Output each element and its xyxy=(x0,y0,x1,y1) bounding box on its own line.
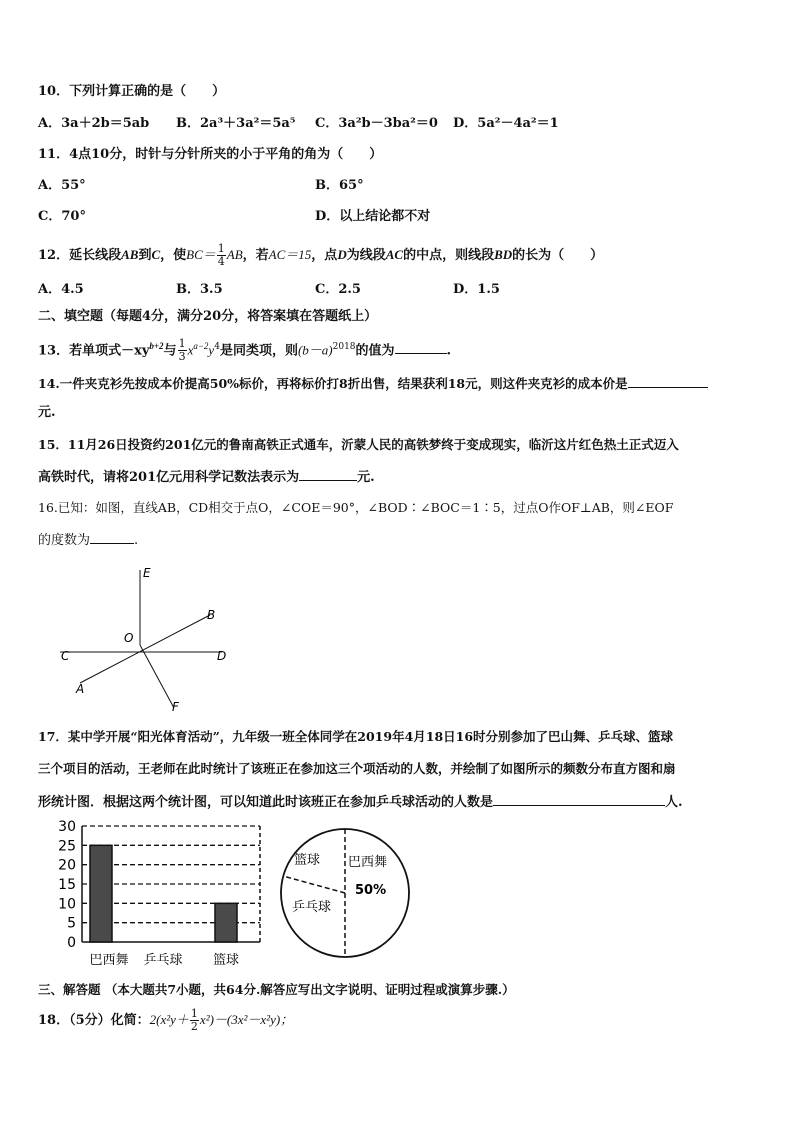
pie-label-dance: 巴西舞 xyxy=(348,855,388,870)
y-tick-label: 10 xyxy=(58,896,76,913)
category-label: 篮球 xyxy=(212,953,240,968)
section-3-heading: 三、解答题 （本大题共7小题，共64分.解答应写出文字说明、证明过程或演算步骤.） xyxy=(38,982,515,997)
q17-line-3: 形统计图．根据这两个统计图，可以知道此时该班正在参加乒乓球活动的人数是 人. xyxy=(38,795,683,810)
pie-label-basketball: 篮球 xyxy=(294,853,321,868)
y-tick-label: 0 xyxy=(67,935,76,951)
q10-option-d: D．5a²－4a²＝1 xyxy=(453,116,559,131)
q11-option-b: B．65° xyxy=(315,178,364,193)
bar-0 xyxy=(90,845,112,942)
q17-line-1: 17．某中学开展“阳光体育活动”，九年级一班全体同学在2019年4月18日16时分别参加了巴山舞、乒乓球、篮球 xyxy=(38,729,674,744)
label-c: C xyxy=(61,649,70,663)
q17-pie-chart xyxy=(270,818,420,968)
y-tick-label: 15 xyxy=(58,877,76,893)
pie-annotation-percent: 50% xyxy=(355,883,387,898)
q12-option-a: A．4.5 xyxy=(38,282,84,297)
category-label: 乒乓球 xyxy=(143,953,183,968)
q14-line-2: 元. xyxy=(38,405,56,420)
label-e: E xyxy=(143,566,151,580)
y-tick-label: 30 xyxy=(58,819,76,835)
q10-option-c: C．3a²b－3ba²＝0 xyxy=(315,116,438,131)
q16-line-2: 的度数为 . xyxy=(38,533,139,548)
q12-option-c: C．2.5 xyxy=(315,282,361,297)
section-2-heading: 二、填空题（每题4分，满分20分，将答案填在答题纸上） xyxy=(38,309,378,324)
q11-stem: 11．4点10分，时针与分针所夹的小于平角的角为（ ） xyxy=(38,147,383,162)
q14-line-1: 14.一件夹克衫先按成本价提高50%标价，再将标价打8折出售，结果获利18元，则这件夹克衫的成本价是 xyxy=(38,375,708,392)
line-ab xyxy=(80,615,210,683)
q13-stem: 13．若单项式$-xy^{b+2}$与 $\frac{1}{3}$ $x^{a-2}y^4$是同类项，则$(b-a)^{2018}$的值为 . xyxy=(38,337,452,364)
label-o: O xyxy=(124,631,134,645)
q15-answer-blank[interactable] xyxy=(299,468,357,481)
ray-of xyxy=(140,645,174,708)
pie-divider-left xyxy=(283,876,345,893)
y-tick-label: 5 xyxy=(67,915,76,932)
pie-label-pingpong: 乒乓球 xyxy=(292,900,332,915)
label-b: B xyxy=(207,608,216,622)
q14-answer-blank[interactable] xyxy=(628,375,708,388)
y-tick-label: 25 xyxy=(58,838,76,855)
q11-option-d: D．以上结论都不对 xyxy=(315,209,431,224)
q10-stem: 10．下列计算正确的是（ ） xyxy=(38,84,226,99)
q10-option-a: A．3a＋2b＝5ab xyxy=(38,116,150,131)
q17-histogram xyxy=(38,816,268,976)
q17-answer-blank[interactable] xyxy=(493,793,665,806)
q16-line-1: 16.已知：如图，直线AB，CD相交于点O，∠COE＝90°，∠BOD∶∠BOC＝1∶5，过点O作OF⊥AB，则∠EOF xyxy=(38,500,674,515)
q12-fraction: $\frac{1}{4}$ xyxy=(217,242,225,268)
q12-option-d: D．1.5 xyxy=(453,282,500,297)
q15-line-1: 15．11月26日投资约201亿元的鲁南高铁正式通车，沂蒙人民的高铁梦终于变成现实，临沂这片红色热土正式迈入 xyxy=(38,437,679,452)
label-d: D xyxy=(217,649,227,663)
category-label: 巴西舞 xyxy=(89,953,129,968)
bar-2 xyxy=(215,903,237,942)
q12-option-b: B．3.5 xyxy=(176,282,223,297)
q17-line-2: 三个项目的活动，王老师在此时统计了该班正在参加这三个项活动的人数，并绘制了如图所示的频数分布直方图和扇 xyxy=(38,761,676,776)
q11-option-c: C．70° xyxy=(38,209,86,224)
q16-geometry-figure xyxy=(50,560,250,715)
q10-option-b: B．2a³＋3a²＝5a⁵ xyxy=(176,116,296,131)
q12-stem: 12．延长线段AB到C，使BC＝ $\frac{1}{4}$ AB，若AC＝15，点D为线段AC的中点，则线段BD的长为（ ） xyxy=(38,242,604,268)
q15-line-2: 高铁时代，请将201亿元用科学记数法表示为 元. xyxy=(38,470,375,485)
label-a: A xyxy=(76,682,85,696)
q13-answer-blank[interactable] xyxy=(395,341,447,354)
q18-stem: 18．（5分）化简：2(x²y＋ $\frac{1}{2}$ x²)－(3x²－x²y)； xyxy=(38,1007,294,1033)
q11-option-a: A．55° xyxy=(38,178,86,193)
q16-answer-blank[interactable] xyxy=(90,531,134,544)
y-tick-label: 20 xyxy=(58,857,76,874)
q13-fraction: $\frac{1}{3}$ xyxy=(178,337,186,364)
q18-fraction: $\frac{1}{2}$ xyxy=(190,1007,198,1033)
label-f: F xyxy=(172,700,179,714)
